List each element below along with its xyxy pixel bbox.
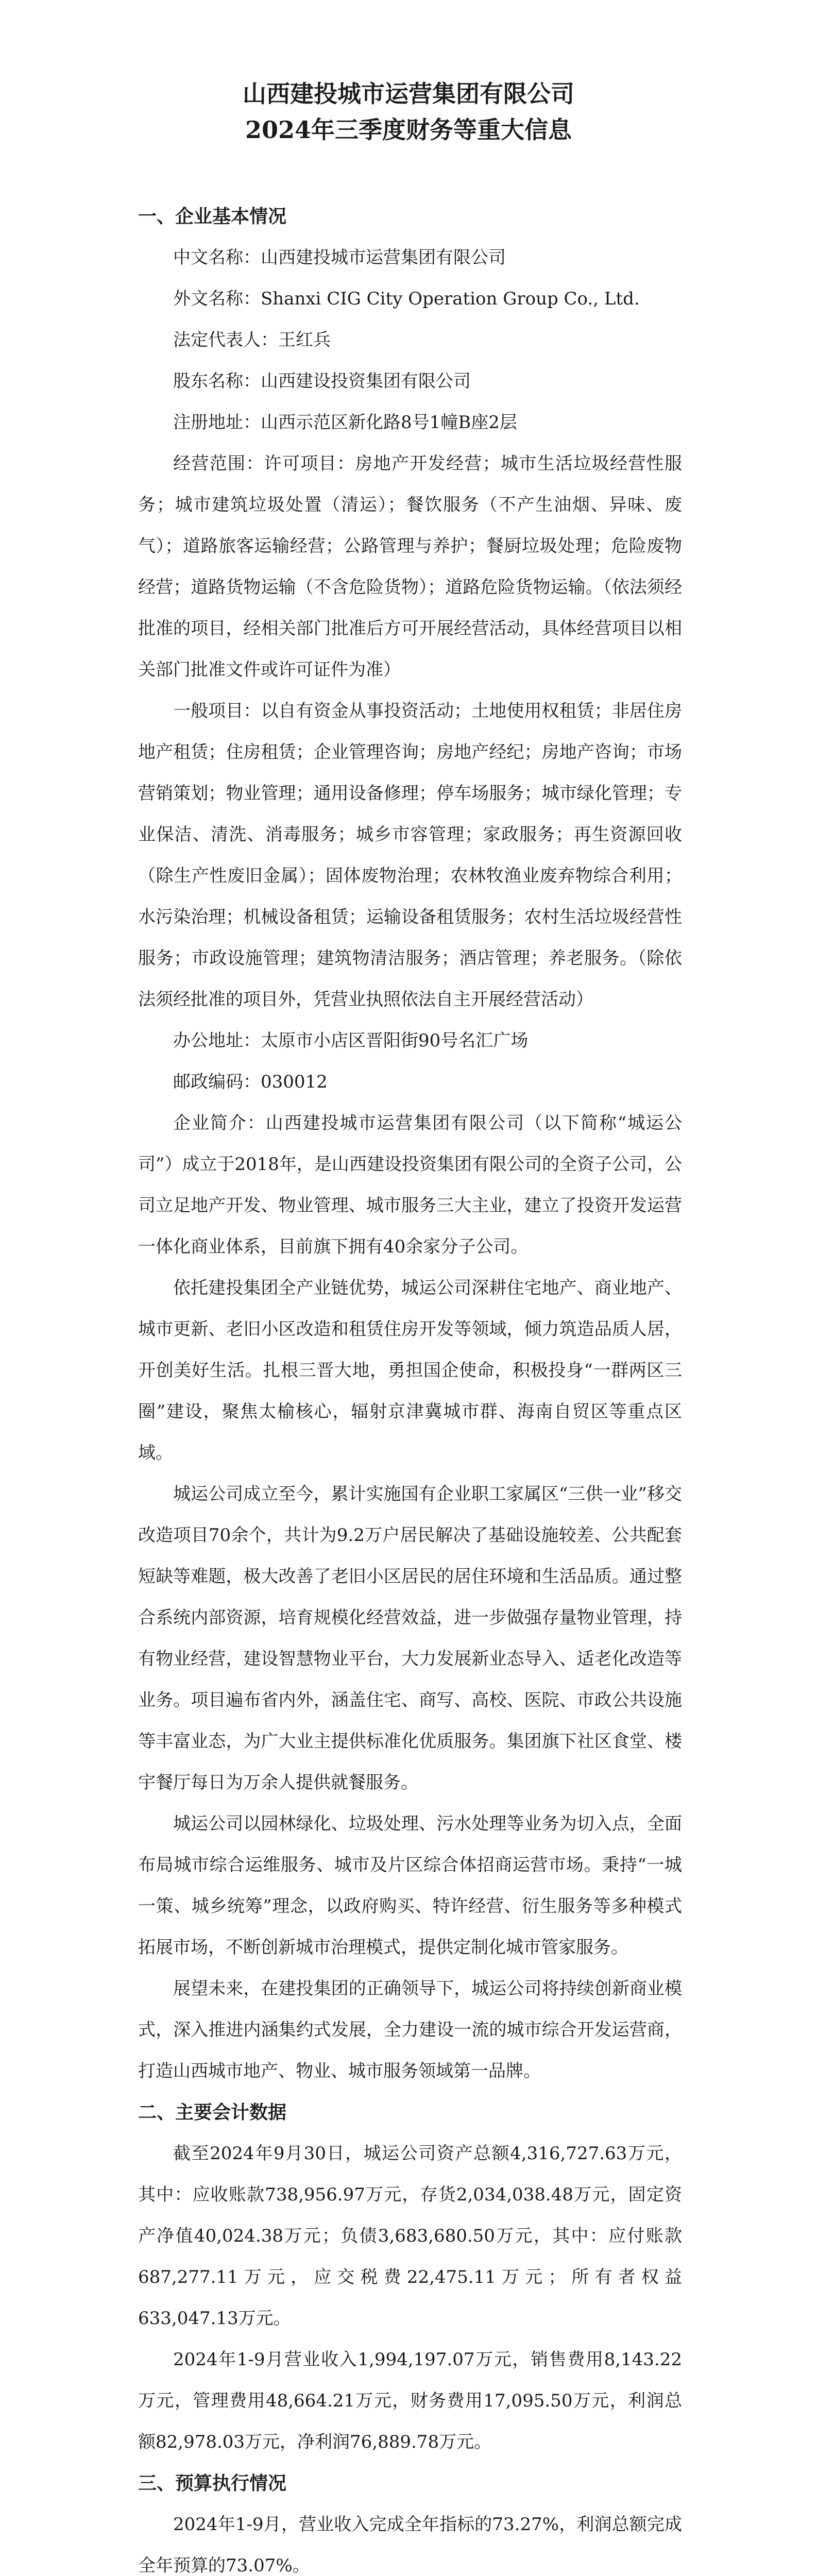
postal-code: 邮政编码：030012	[173, 1072, 328, 1092]
company-intro-paragraph-2: 依托建投集团全产业链优势，城运公司深耕住宅地产、商业地产、城市更新、老旧小区改造和租赁住房开发等领域，倾力筑造品质人居，开创美好生活。扎根三晋大地，勇担国企使命，积极投身“一群两区三圈”建设，聚焦太榆核心，辐射京津冀城市群、海南自贸区等重点区域。	[138, 1278, 682, 1463]
shareholder-name: 股东名称：山西建设投资集团有限公司	[173, 371, 471, 392]
balance-sheet-paragraph: 截至2024年9月30日，城运公司资产总额4,316,727.63万元，其中：应收账款738,956.97万元，存货2,034,038.48万元，固定资产净值40,024.38万元；负债3,683,680.50万元，其中：应付账款687,277.11万元，应交税费22,475.11万元；所有者权益633,047.13万元。	[138, 2143, 682, 2329]
section-heading-budget: 三、预算执行情况	[138, 2472, 287, 2494]
company-intro-paragraph-4: 城运公司以园林绿化、垃圾处理、污水处理等业务为切入点，全面布局城市综合运维服务、城市及片区综合体招商运营市场。秉持“一城一策、城乡统筹”理念，以政府购买、特许经营、衍生服务等多种模式拓展市场，不断创新城市治理模式，提供定制化城市管家服务。	[138, 1814, 682, 1958]
income-statement-paragraph: 2024年1-9月营业收入1,994,197.07万元，销售费用8,143.22万元，管理费用48,664.21万元，财务费用17,095.50万元，利润总额82,978.03万元，净利润76,889.78万元。	[138, 2349, 682, 2452]
section-heading-basic-info: 一、企业基本情况	[138, 206, 287, 227]
company-intro-paragraph-3: 城运公司成立至今，累计实施国有企业职工家属区“三供一业”移交改造项目70余个，共计为9.2万户居民解决了基础设施较差、公共配套短缺等难题，极大改善了老旧小区居民的居住环境和生活品质。通过整合系统内部资源，培育规模化经营效益，进一步做强存量物业管理，持有物业经营，建设智慧物业平台，大力发展新业态导入、适老化改造等业务。项目遍布省内外，涵盖住宅、商写、高校、医院、市政公共设施等丰富业态，为广大业主提供标准化优质服务。集团旗下社区食堂、楼宇餐厅每日为万余人提供就餐服务。	[138, 1484, 682, 1793]
section-heading-accounting-data: 二、主要会计数据	[138, 2102, 287, 2123]
registered-address: 注册地址：山西示范区新化路8号1幢B座2层	[173, 412, 517, 433]
legal-representative: 法定代表人：王红兵	[173, 330, 331, 350]
business-scope-licensed: 经营范围：许可项目：房地产开发经营；城市生活垃圾经营性服务；城市建筑垃圾处置（清运）；餐饮服务（不产生油烟、异味、废气）；道路旅客运输经营；公路管理与养护；餐厨垃圾处理；危险废物经营；道路货物运输（不含危险货物）；道路危险货物运输。（依法须经批准的项目，经相关部门批准后方可开展经营活动，具体经营项目以相关部门批准文件或许可证件为准）	[138, 453, 682, 680]
office-address: 办公地址：太原市小店区晋阳街90号名汇广场	[173, 1030, 529, 1051]
document-title-line2: 2024年三季度财务等重大信息	[245, 116, 572, 144]
company-english-name: 外文名称：Shanxi CIG City Operation Group Co., Ltd.	[173, 289, 640, 309]
company-intro-paragraph-5: 展望未来，在建投集团的正确领导下，城运公司将持续创新商业模式，深入推进内涵集约式发展，全力建设一流的城市综合开发运营商，打造山西城市地产、物业、城市服务领域第一品牌。	[138, 1978, 682, 2081]
document-body	[138, 196, 682, 2576]
document-title-line1: 山西建投城市运营集团有限公司	[243, 80, 574, 108]
budget-paragraph: 2024年1-9月，营业收入完成全年指标的73.27%，利润总额完成全年预算的73.07%。	[138, 2514, 682, 2576]
company-intro-paragraph-1: 企业简介：山西建投城市运营集团有限公司（以下简称“城运公司”）成立于2018年，是山西建设投资集团有限公司的全资子公司，公司立足地产开发、物业管理、城市服务三大主业，建立了投资开发运营一体化商业体系，目前旗下拥有40余家分子公司。	[138, 1113, 682, 1257]
business-scope-general: 一般项目：以自有资金从事投资活动；土地使用权租赁；非居住房地产租赁；住房租赁；企业管理咨询；房地产经纪；房地产咨询；市场营销策划；物业管理；通用设备修理；停车场服务；城市绿化管理；专业保洁、清洗、消毒服务；城乡市容管理；家政服务；再生资源回收（除生产性废旧金属）；固体废物治理；农林牧渔业废弃物综合利用；水污染治理；机械设备租赁；运输设备租赁服务；农村生活垃圾经营性服务；市政设施管理；建筑物清洁服务；酒店管理；养老服务。（除依法须经批准的项目外，凭营业执照依法自主开展经营活动）	[138, 701, 682, 1010]
company-chinese-name: 中文名称：山西建投城市运营集团有限公司	[173, 247, 506, 268]
